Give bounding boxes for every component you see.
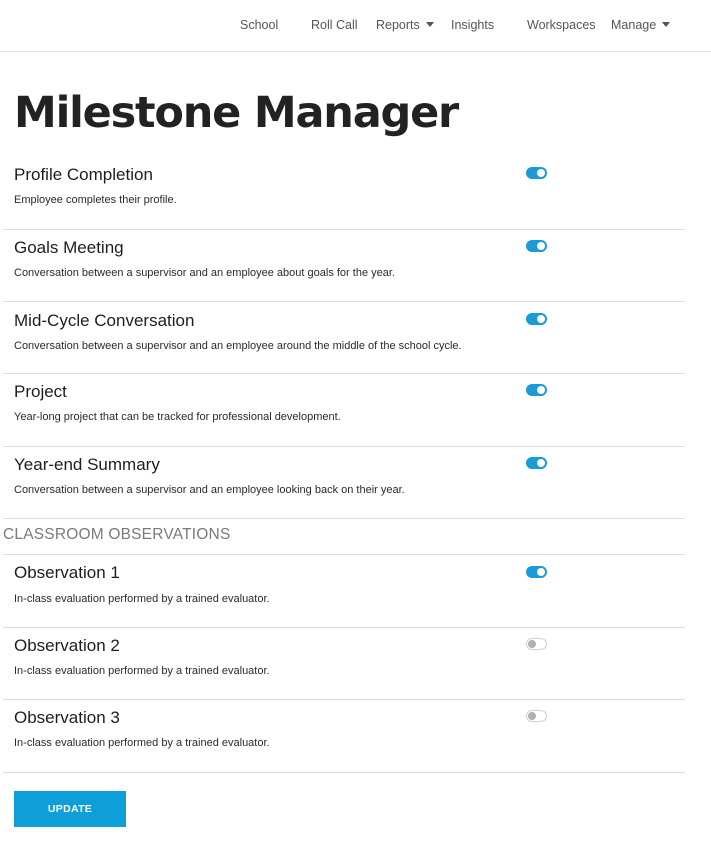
milestone-row-goals-meeting [3,230,685,302]
observation-description: In-class evaluation performed by a trained evaluator. [14,665,270,677]
section-heading-classroom-observations: CLASSROOM OBSERVATIONS [3,526,231,543]
milestone-row-mid-cycle-conversation [3,302,685,374]
milestone-toggle[interactable] [526,384,547,396]
nav-reports-label: Reports [376,18,420,32]
milestone-toggle[interactable] [526,167,547,179]
milestone-title: Project [14,382,67,401]
toggle-knob [537,315,545,323]
nav-reports[interactable] [376,18,434,32]
observation-description: In-class evaluation performed by a trained evaluator. [14,593,270,605]
observation-toggle[interactable] [526,566,547,578]
milestone-title: Year-end Summary [14,455,160,474]
observation-row-3 [3,700,685,773]
milestone-description: Employee completes their profile. [14,194,177,206]
observation-title: Observation 3 [14,708,120,727]
nav-insights[interactable] [451,18,494,32]
caret-down-icon [426,22,434,27]
toggle-knob [537,169,545,177]
toggle-knob [528,640,536,648]
nav-manage[interactable] [611,18,670,32]
milestone-row-year-end-summary [3,447,685,519]
milestone-row-project [3,374,685,447]
milestone-description: Conversation between a supervisor and an employee looking back on their year. [14,484,405,496]
nav-roll-call[interactable] [311,18,358,32]
nav-school-label: School [240,18,279,32]
nav-workspaces[interactable] [527,18,596,32]
milestone-toggle[interactable] [526,457,547,469]
milestone-description: Year-long project that can be tracked for professional development. [14,411,341,423]
nav-manage-label: Manage [611,18,657,32]
milestone-title: Mid-Cycle Conversation [14,311,195,330]
toggle-knob [537,242,545,250]
milestone-title: Profile Completion [14,165,153,184]
page-title: Milestone Manager [14,88,459,138]
caret-down-icon [662,22,670,27]
top-navigation [0,0,711,52]
nav-school[interactable] [240,18,278,32]
toggle-knob [537,459,545,467]
toggle-knob [537,386,545,394]
nav-roll-call-label: Roll Call [311,18,358,32]
milestone-row-profile-completion [3,160,685,230]
milestone-toggle[interactable] [526,313,547,325]
milestone-description: Conversation between a supervisor and an employee around the middle of the school cycle. [14,340,462,352]
observation-title: Observation 1 [14,563,120,582]
milestone-toggle[interactable] [526,240,547,252]
nav-insights-label: Insights [451,18,495,32]
milestone-description: Conversation between a supervisor and an employee about goals for the year. [14,267,395,279]
observation-toggle[interactable] [526,638,547,650]
observation-row-2 [3,628,685,700]
observation-row-1 [3,555,685,628]
observation-description: In-class evaluation performed by a trained evaluator. [14,737,270,749]
nav-workspaces-label: Workspaces [527,18,596,32]
update-button[interactable]: UPDATE [14,791,126,827]
toggle-knob [537,568,545,576]
observation-title: Observation 2 [14,636,120,655]
toggle-knob [528,712,536,720]
milestone-title: Goals Meeting [14,238,124,257]
observation-toggle[interactable] [526,710,547,722]
